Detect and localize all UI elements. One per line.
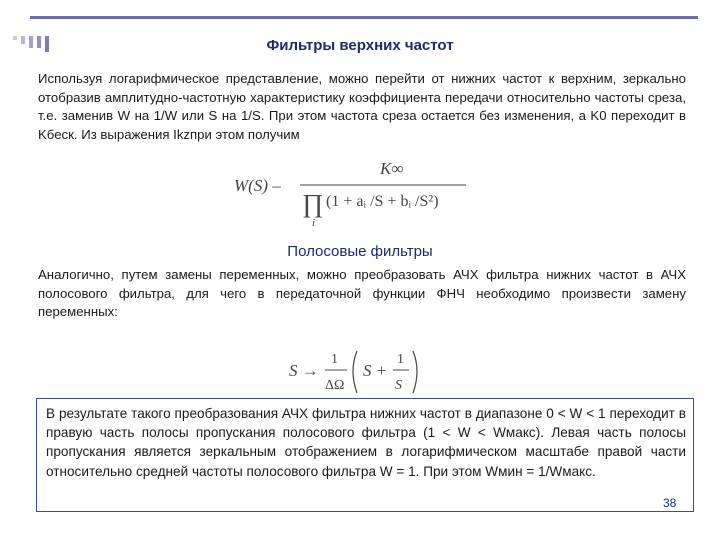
- page-number: 38: [663, 496, 677, 510]
- formula-highpass: [230, 158, 490, 230]
- paragraph-bandpass: Аналогично, путем замены переменных, можно преобразовать АЧХ фильтра нижних частот в АЧХ полосового фильтра, для чего в передаточной функции ФНЧ необходимо произвести замену переменных:: [38, 267, 686, 319]
- formula-bandpass: [285, 345, 435, 397]
- formula2-left-paren: [353, 351, 357, 393]
- formula1-numerator: K∞: [380, 159, 404, 178]
- formula1-denominator: (1 + aᵢ /S + bᵢ /S²): [326, 193, 439, 210]
- top-accent-bar: [30, 16, 698, 19]
- formula2-fraction-num: 1: [331, 352, 338, 367]
- formula2-fraction-den: ΔΩ: [325, 378, 345, 393]
- formula2-right-paren: [413, 351, 417, 393]
- formula2-lhs: S →: [289, 361, 319, 380]
- formula1-product-index: i: [312, 217, 316, 229]
- paragraph-summary: В результате такого преобразования АЧХ фильтра нижних частот в диапазоне 0 < W < 1 переходит в правую часть полосы пропускания полосового фильтра (1 < W < Wмакс). Левая часть полосы пропускания является зеркальным отображением в логарифмическом масштабе правой части относительно средней частоты полосового фильтра W = 1. При этом Wмин = 1/Wмакс.: [46, 406, 686, 479]
- formula1-product-symbol: ∏: [302, 189, 324, 218]
- formula2-inner-term: S +: [363, 361, 388, 380]
- section-title-bandpass: Полосовые фильтры: [287, 243, 433, 260]
- slide-title: Фильтры верхних частот: [266, 37, 454, 54]
- paragraph-highpass: Используя логарифмическое представление, можно перейти от нижних частот к верхним, зеркально отобразив амплитудно-частотную характеристику коэффициента передачи относительно частоты среза, т.е. заменив W на 1/W или S на 1/S. При этом частота среза остается без изменения, а K0 переходит в Kбеск. Из выражения Ikzпри этом получим: [38, 71, 686, 142]
- formula1-lhs: W(S) –: [234, 176, 281, 195]
- formula2-inner-num: 1: [397, 352, 404, 367]
- formula2-inner-den: S: [395, 378, 402, 393]
